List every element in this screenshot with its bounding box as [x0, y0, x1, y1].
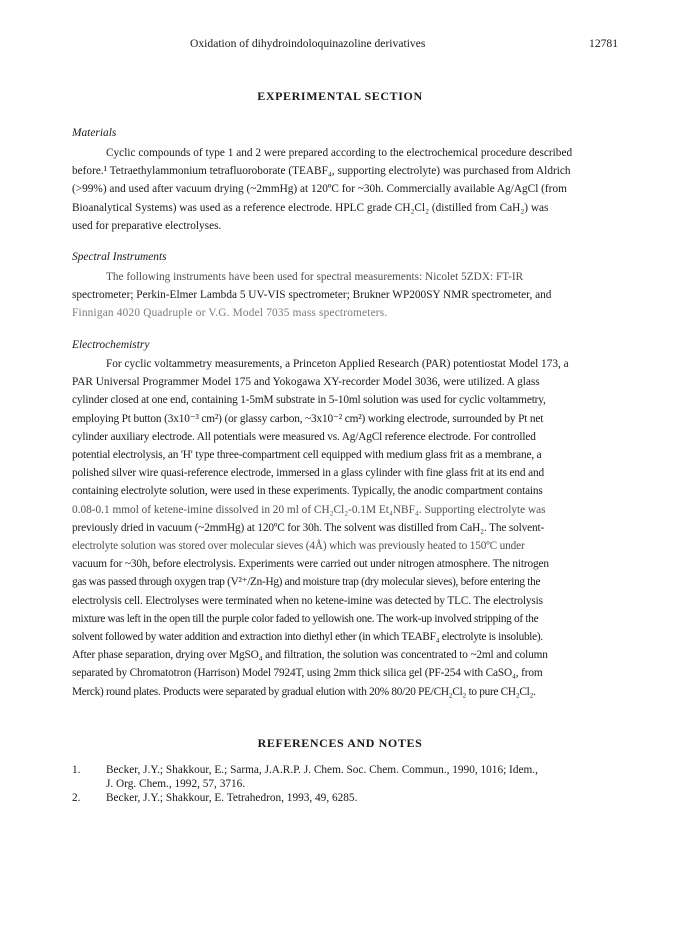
paragraph-electrochemistry	[72, 355, 612, 701]
text-line: cylinder auxiliary electrode. All potentials were measured vs. Ag/AgCl reference electrode. For controlled	[72, 430, 536, 443]
text-line: solvent followed by water addition and extraction into diethyl ether (in which TEABF₄ electrolyte is insoluble).	[72, 631, 543, 644]
text-line: before.¹ Tetraethylammonium tetrafluoroborate (TEABF₄, supporting electrolyte) was purchased from Aldrich	[72, 165, 571, 178]
paragraph-materials	[72, 144, 612, 235]
running-title: Oxidation of dihydroindoloquinazoline derivatives	[190, 37, 426, 50]
text-line: spectrometer; Perkin-Elmer Lambda 5 UV-VIS spectrometer; Brukner WP200SY NMR spectrometer, and	[72, 289, 552, 302]
text-line: After phase separation, drying over MgSO₄ and filtration, the solution was concentrated to ~2ml and column	[72, 649, 548, 662]
text-line: Merck) round plates. Products were separated by gradual elution with 20% 80/20 PE/CH₂Cl₂ to pure CH₂Cl₂.	[72, 685, 536, 698]
text-line: For cyclic voltammetry measurements, a Princeton Applied Research (PAR) potentiostat Model 173, a	[106, 358, 569, 370]
text-line: Bioanalytical Systems) was used as a reference electrode. HPLC grade CH₂Cl₂ (distilled from CaH₂) was	[72, 201, 549, 214]
reference-text: Becker, J.Y.; Shakkour, E.; Sarma, J.A.R.P. J. Chem. Soc. Chem. Commun., 1990, 1016; Idem.,	[106, 764, 538, 776]
text-line: polished silver wire quasi-reference electrode, immersed in a glass cylinder with fine glass frit at its end and	[72, 467, 544, 480]
text-line: 0.08-0.1 mmol of ketene-imine dissolved in 20 ml of CH₂Cl₂-0.1M Et₄NBF₄. Supporting electrolyte was	[72, 503, 546, 516]
reference-item	[72, 764, 632, 791]
reference-list	[72, 764, 632, 807]
subhead-materials: Materials	[72, 127, 117, 139]
paragraph-spectral	[72, 268, 612, 323]
reference-continuation: J. Org. Chem., 1992, 57, 3716.	[106, 777, 246, 790]
text-line: vacuum for ~30h, before electrolysis. Experiments were carried out under nitrogen atmosphere. The nitrogen	[72, 558, 549, 571]
text-line: electrolysis cell. Electrolyses were terminated when no ketene-imine was detected by TLC. The electrolysis	[72, 594, 543, 607]
section-heading-experimental: EXPERIMENTAL SECTION	[257, 89, 423, 103]
text-line: mixture was left in the open till the purple color faded to yellowish one. The work-up involved stripping of the	[72, 612, 539, 625]
text-line: Finnigan 4020 Quadruple or V.G. Model 7035 mass spectrometers.	[72, 307, 388, 320]
text-line: cylinder closed at one end, containing 1-5mM substrate in 5-10ml solution was used for cyclic voltammetry,	[72, 394, 546, 407]
subhead-electrochemistry: Electrochemistry	[72, 339, 150, 351]
running-head	[0, 37, 680, 55]
text-line: previously dried in vacuum (~2mmHg) at 120ºC for 30h. The solvent was distilled from CaH₂. The solvent-	[72, 521, 545, 534]
reference-number: 1.	[72, 764, 81, 776]
text-line: used for preparative electrolyses.	[72, 219, 222, 232]
text-line: potential electrolysis, an 'H' type three-compartment cell equipped with medium glass frit as a membrane, a	[72, 449, 542, 462]
reference-number: 2.	[72, 792, 81, 804]
text-line: (>99%) and used after vacuum drying (~2mmHg) at 120ºC for ~30h. Commercially available Ag/AgCl (from	[72, 183, 567, 196]
text-line: containing electrolyte solution, were used in these experiments. Typically, the anodic compartment contains	[72, 485, 543, 498]
section-heading-references: REFERENCES AND NOTES	[257, 736, 423, 750]
text-line: Cyclic compounds of type 1 and 2 were prepared according to the electrochemical procedure described	[106, 147, 573, 159]
text-line: separated by Chromatotron (Harrison) Model 7924T, using 2mm thick silica gel (PF-254 with CaSO₄, from	[72, 667, 543, 680]
text-line: gas was passed through oxygen trap (V²⁺/Zn-Hg) and moisture trap (dry molecular sieves), before entering the	[72, 576, 541, 589]
text-line: PAR Universal Programmer Model 175 and Yokogawa XY-recorder Model 3036, were utilized. A glass	[72, 376, 540, 389]
reference-item	[72, 792, 632, 806]
text-line: The following instruments have been used for spectral measurements: Nicolet 5ZDX: FT-IR	[106, 271, 524, 283]
text-line: electrolyte solution was stored over molecular sieves (4Å) which was previously heated to 150ºC under	[72, 540, 525, 553]
page-number: 12781	[589, 37, 618, 50]
reference-text: Becker, J.Y.; Shakkour, E. Tetrahedron, 1993, 49, 6285.	[106, 792, 358, 804]
subhead-spectral-instruments: Spectral Instruments	[72, 251, 167, 263]
text-line: employing Pt button (3x10⁻³ cm²) (or glassy carbon, ~3x10⁻² cm²) working electrode, surrounded by Pt net	[72, 412, 544, 425]
